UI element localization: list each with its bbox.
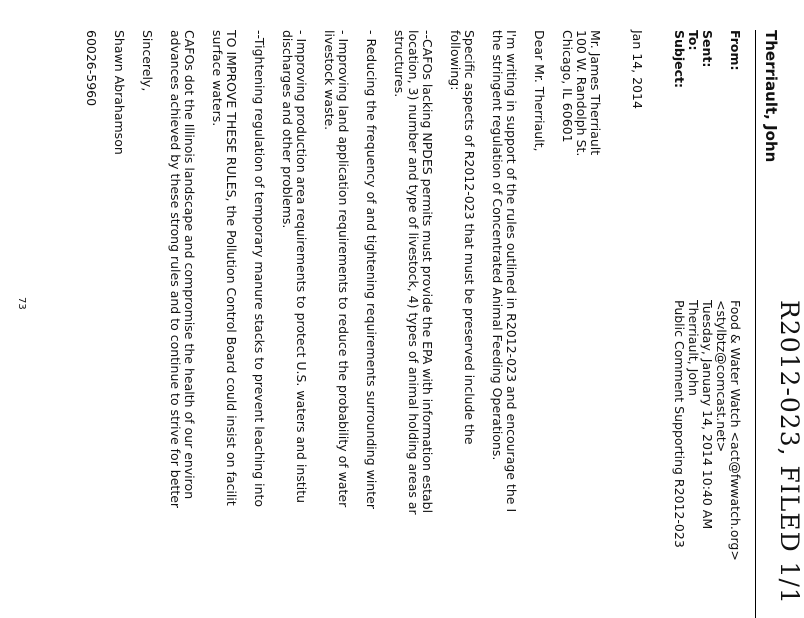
body-line: - Improving land application requirements to reduce the probability of water [336,30,351,508]
zip-code: 60026-5960 [84,30,99,107]
from-value: Food & Water Watch <act@fwwatch.org> [728,300,743,561]
header-rule [755,30,756,618]
closing: Sincerely, [140,30,155,92]
body-line: --Tightening regulation of temporary manure stacks to prevent leaching into [252,30,267,508]
address-line: Mr. James Therriault [588,30,603,156]
body-line: - Improving production area requirements to protect U.S. waters and institu [294,30,309,504]
body-line: following: [448,30,463,91]
address-line: Chicago, IL 60601 [560,30,575,143]
body-line: Specific aspects of R2012-023 that must be preserved include the [462,30,477,445]
from-value-2: <stylbtz@comcast.net> [714,300,729,453]
filed-stamp: R2012-023, FILED 1/1 [775,300,804,605]
from-label: From: [728,30,743,71]
letter-date: Jan 14, 2014 [630,30,645,109]
body-line: structures. [392,30,407,98]
body-line: location, 3) number and type of livestock, 4) types of animal holding areas ar [406,30,421,515]
body-line: the stringent regulation of Concentrated Animal Feeding Operations. [490,30,505,461]
sent-label: Sent: [700,30,715,68]
to-label: To: [686,30,701,51]
body-line: --CAFOs lacking NPDES permits must provide the EPA with information establ [420,30,435,514]
body-line: surface waters. [210,30,225,127]
sender-name: Therriault, John [762,30,780,163]
body-line: I'm writing in support of the rules outlined in R2012-023 and encourage the I [504,30,519,513]
salutation: Dear Mr. Therriault, [532,30,547,152]
body-line: TO IMPROVE THESE RULES, the Pollution Control Board could insist on facilit [224,30,239,506]
page-number: 73 [16,297,27,310]
body-line: CAFOs dot the Illinois landscape and compromise the health of our environ [182,30,197,500]
body-line: discharges and other problems. [280,30,295,229]
body-line: - Reducing the frequency of and tightening requirements surrounding winter [364,30,379,509]
subject-label: Subject: [672,30,687,88]
subject-value: Public Comment Supporting R2012-023 [672,300,687,548]
address-line: 100 W. Randolph St. [574,30,589,157]
body-line: livestock waste. [322,30,337,131]
sent-value: Tuesday, January 14, 2014 10:40 AM [700,300,715,530]
body-line: advances achieved by these strong rules and to continue to strive for better [168,30,183,509]
to-value: Therriault, John [686,300,701,396]
signature-name: Shawn Abrahamson [112,30,127,155]
